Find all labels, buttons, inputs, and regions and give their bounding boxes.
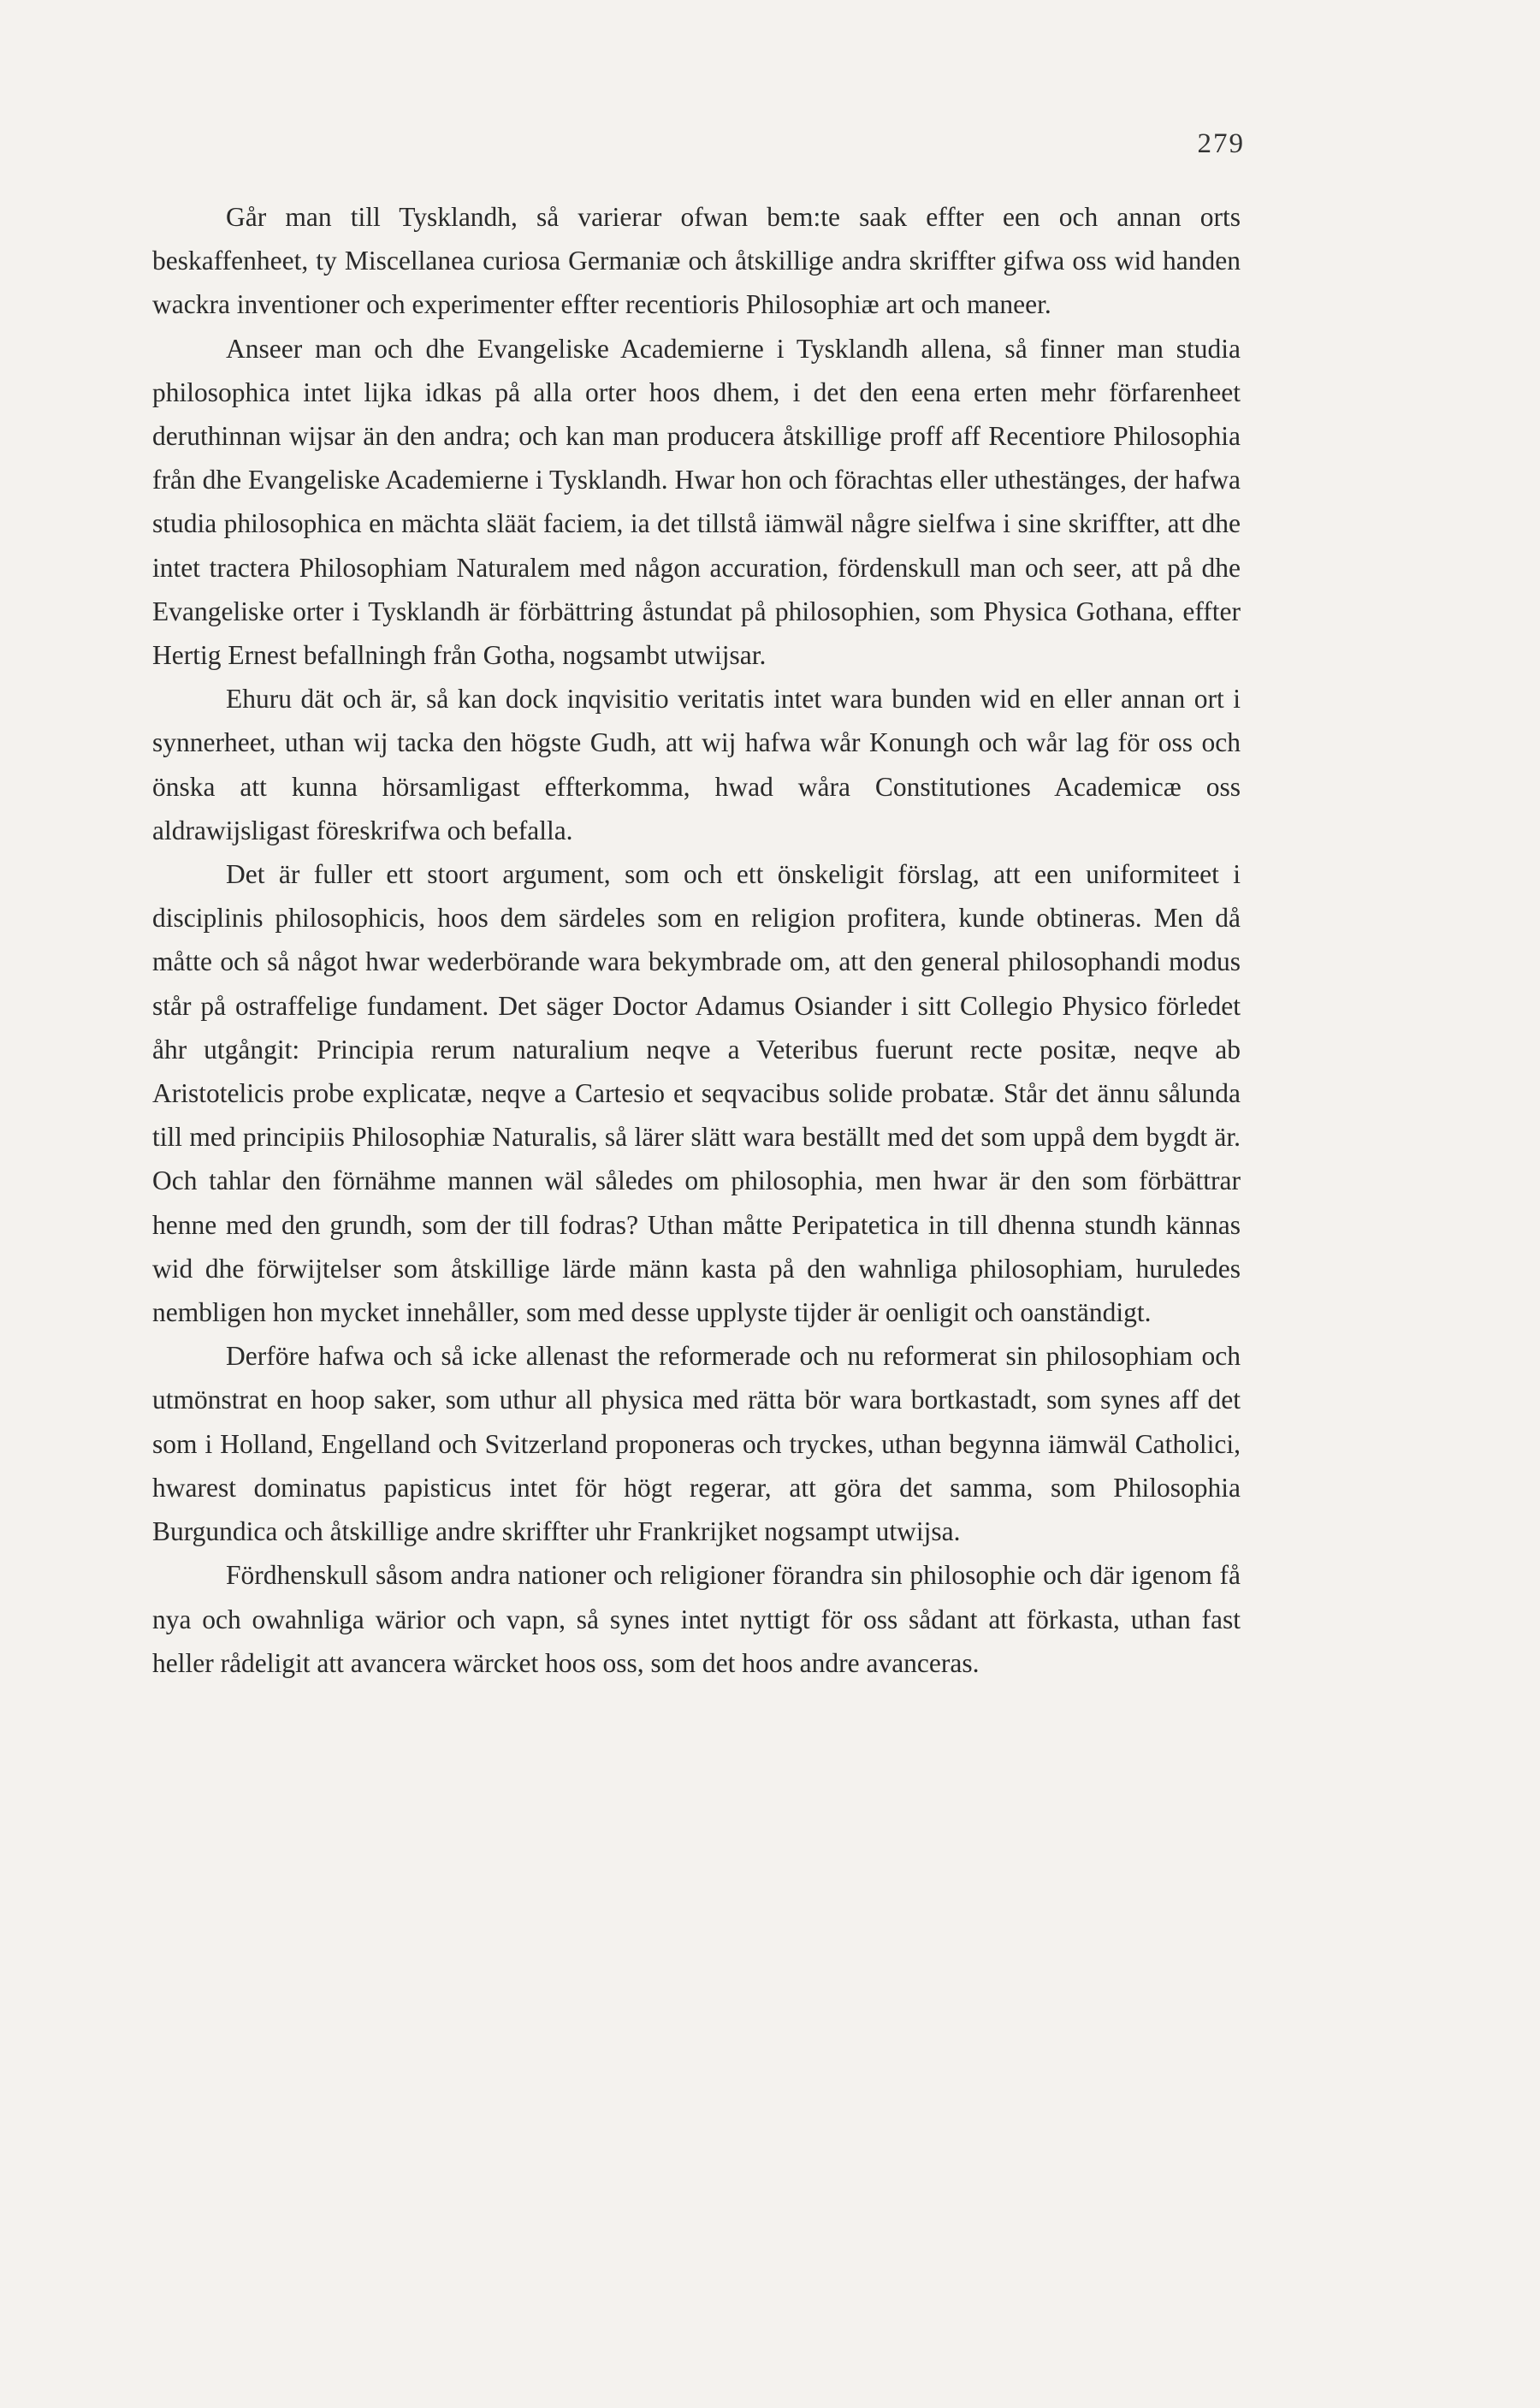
paragraph-4: Det är fuller ett stoort argument, som och ett önskeligit förslag, att een uniformiteet i disciplinis philosophicis, hoos dem särdeles som en religion profitera, kunde obtineras. Men då måtte och så något hwar wederbörande wara bekymbrade om, att den general philosophandi modus står på ostraffelige fundament. Det säger Doctor Adamus Osiander i sitt Collegio Physico förledet åhr utgångit: Principia rerum naturalium neqve a Veteribus fuerunt recte positæ, neqve ab Aristotelicis probe explicatæ, neqve a Cartesio et seqvacibus solide probatæ. Står det ännu sålunda till med principiis Philosophiæ Naturalis, så lärer slätt wara beställt med det som uppå dem bygdt är. Och tahlar den förnähme mannen wäl således om philosophia, men hwar är den som förbättrar henne med den grundh, som der till fodras? Uthan måtte Peripatetica in till dhenna stundh kännas wid dhe förwijtelser som åtskillige lärde männ kasta på den wahnliga philosophiam, huruledes nembligen hon mycket innehåller, som med desse upplyste tijder är oenligit och oanständigt. bbox=[152, 859, 1241, 1328]
page-number: 279 bbox=[1197, 128, 1245, 159]
paragraph-6: Fördhenskull såsom andra nationer och religioner förandra sin philosophie och där igenom få nya och owahnliga wärior och vapn, så synes intet nyttigt för oss sådant att förkasta, uthan fast heller rådeligit att avancera wärcket hoos oss, som det hoos andre avanceras. bbox=[152, 1560, 1241, 1678]
body-text bbox=[152, 195, 1241, 1685]
paragraph-1: Går man till Tysklandh, så varierar ofwan bem:te saak effter een och annan orts beskaffenheet, ty Miscellanea curiosa Germaniæ och åtskillige andra skriffter gifwa oss wid handen wackra inventioner och experimenter effter recentioris Philosophiæ art och maneer. bbox=[152, 202, 1241, 320]
paragraph-2: Anseer man och dhe Evangeliske Academierne i Tysklandh allena, så finner man studia philosophica intet lijka idkas på alla orter hoos dhem, i det den eena erten mehr förfarenheet deruthinnan wijsar än den andra; och kan man producera åtskillige proff aff Recentiore Philosophia från dhe Evangeliske Academierne i Tysklandh. Hwar hon och förachtas eller uthestänges, der hafwa studia philosophica en mächta släät faciem, ia det tillstå iämwäl någre sielfwa i sine skriffter, att dhe intet tractera Philosophiam Naturalem med någon accuration, fördenskull man och seer, att på dhe Evangeliske orter i Tysklandh är förbättring åstundat på philosophien, som Physica Gothana, effter Hertig Ernest befallningh från Gotha, nogsambt utwijsar. bbox=[152, 333, 1241, 671]
paragraph-3: Ehuru dät och är, så kan dock inqvisitio veritatis intet wara bunden wid en eller annan ort i synnerheet, uthan wij tacka den högste Gudh, att wij hafwa wår Konungh och wår lag för oss och önska att kunna hörsamligast effterkomma, hwad wåra Constitutiones Academicæ oss aldrawijsligast föreskrifwa och befalla. bbox=[152, 684, 1241, 845]
paragraph-5: Derföre hafwa och så icke allenast the reformerade och nu reformerat sin philosophiam och utmönstrat en hoop saker, som uthur all physica med rätta bör wara bortkastadt, som synes aff det som i Holland, Engelland och Svitzerland proponeras och tryckes, uthan begynna iämwäl Catholici, hwarest dominatus papisticus intet för högt regerar, att göra det samma, som Philosophia Burgundica och åtskillige andre skriffter uhr Frankrijket nogsampt utwijsa. bbox=[152, 1341, 1241, 1547]
